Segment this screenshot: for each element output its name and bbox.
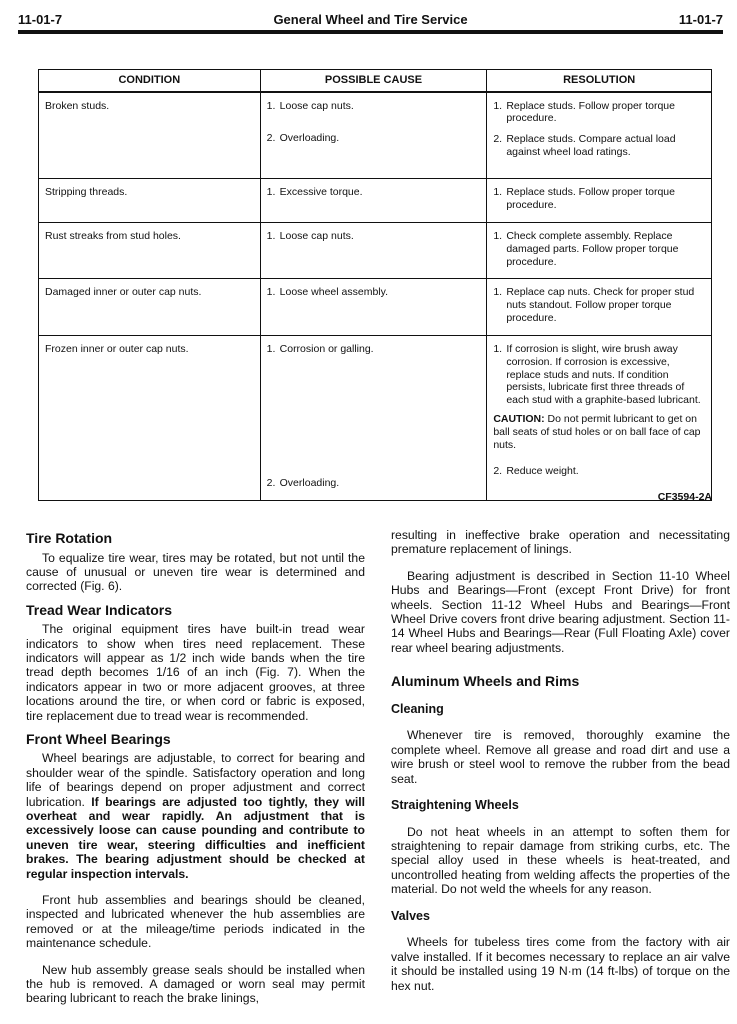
item-text: Loose cap nuts. xyxy=(279,230,354,242)
resolution-cell xyxy=(487,223,712,279)
cause-cell xyxy=(260,92,487,179)
heading-tread-wear-indicators: Tread Wear Indicators xyxy=(26,601,173,618)
condition-cell: Broken studs. xyxy=(39,92,261,179)
item-number: 1. xyxy=(493,99,503,112)
item-number: 2. xyxy=(266,132,276,145)
cause-item xyxy=(267,230,481,243)
cause-cell xyxy=(260,223,487,279)
cause-item xyxy=(267,286,481,299)
cause-cell xyxy=(260,179,487,223)
caution-note xyxy=(493,413,705,451)
table-row xyxy=(39,279,712,336)
item-text: If corrosion is slight, wire brush away corrosion. If corrosion is excessive, replace studs and nuts. If condition persists, lubricate first three threads of each stud with a graphite-based lubricant. xyxy=(506,343,701,407)
bearings-paragraph-1 xyxy=(26,751,365,881)
resolution-cell xyxy=(487,92,712,179)
resolution-item xyxy=(493,186,705,212)
item-number: 1. xyxy=(266,230,276,242)
table-row xyxy=(39,179,712,223)
column-header-possible-cause: POSSIBLE CAUSE xyxy=(260,70,487,92)
bearings-warning-text: If bearings are adjusted too tightly, they will overheat and wear rapidly. An adjustment that is excessively loose can cause pounding and contribute to uneven tire wear, steering difficulties and inefficient brakes. The bearing adjustment should be checked at regular inspection intervals. xyxy=(26,794,365,881)
tire-rotation-paragraph: To equalize tire wear, tires may be rotated, but not until the cause of unusual or uneven tire wear is determined and corrected (Fig. 6). xyxy=(26,550,365,594)
resolution-item xyxy=(493,133,705,159)
item-text: Overloading. xyxy=(279,477,340,490)
diagnosis-table xyxy=(38,69,712,501)
cleaning-paragraph: Whenever tire is removed, thoroughly examine the complete wheel. Remove all grease and road dirt and use a wire brush or steel wool to remove the rubber from the bead seat. xyxy=(391,728,730,786)
page-number-left: 11-01-7 xyxy=(18,12,63,27)
bearing-adjustment-paragraph: Bearing adjustment is described in Section 11-10 Wheel Hubs and Bearings—Front (except Front Drive) for front wheels. Section 11-12 Wheel Hubs and Bearings—Front Wheel Drive covers front drive bearing adjustment. Section 11-14 Wheel Hubs and Bearings—Rear (Full Floating Axle) cover rear wheel bearing adjustments. xyxy=(391,568,730,655)
bearings-paragraph-2: Front hub assemblies and bearings should be cleaned, inspected and lubricated whenever the hub assemblies are removed or at the mileage/time periods indicated in the maintenance schedule. xyxy=(26,892,365,951)
heading-cleaning: Cleaning xyxy=(391,701,444,716)
resolution-cell xyxy=(487,179,712,223)
item-number: 2. xyxy=(493,465,503,478)
item-number: 1. xyxy=(493,186,503,198)
item-number: 2. xyxy=(493,133,503,146)
resolution-cell xyxy=(487,279,712,336)
item-number: 1. xyxy=(493,230,503,242)
table-row xyxy=(39,92,712,179)
item-text: Check complete assembly. Replace damaged parts. Follow proper torque procedure. xyxy=(506,230,679,268)
resolution-cell xyxy=(487,336,712,501)
cause-cell xyxy=(260,336,487,501)
item-text: Replace cap nuts. Check for proper stud nuts standout. Follow proper torque procedure. xyxy=(506,286,695,324)
item-text: Loose cap nuts. xyxy=(279,99,354,112)
resolution-item xyxy=(493,100,705,126)
column-header-condition: CONDITION xyxy=(39,70,261,92)
heading-valves: Valves xyxy=(391,908,430,923)
cause-item xyxy=(267,132,481,145)
cause-item xyxy=(267,186,481,199)
condition-cell: Frozen inner or outer cap nuts. xyxy=(39,336,261,501)
resolution-item xyxy=(493,286,705,324)
item-number: 1. xyxy=(493,286,503,298)
item-number: 1. xyxy=(266,99,276,112)
page-number-right: 11-01-7 xyxy=(678,12,723,27)
table-row xyxy=(39,336,712,501)
bearings-paragraph-3: New hub assembly grease seals should be installed when the hub is removed. A damaged or worn seal may permit bearing lubricant to reach the brake linings, xyxy=(26,962,365,1006)
item-text: Reduce weight. xyxy=(506,465,579,478)
heading-front-wheel-bearings: Front Wheel Bearings xyxy=(26,730,171,747)
resolution-item xyxy=(493,465,705,478)
bearings-text: Wheel bearings are adjustable, to correct for bearing and shoulder wear of the spindle. Satisfactory operation and long life of bearings depend on proper adjustment and correct lubrication. xyxy=(26,751,365,809)
table-row xyxy=(39,223,712,279)
straightening-paragraph: Do not heat wheels in an attempt to soften them for straightening to repair damage from striking curbs, etc. The special alloy used in these wheels is heat-treated, and uncontrolled heating from welding affects the properties of the material. Do not weld the wheels for any reason. xyxy=(391,824,730,897)
item-number: 1. xyxy=(266,286,276,298)
continued-paragraph: resulting in ineffective brake operation and necessitating premature replacement of linings. xyxy=(391,528,730,557)
heading-tire-rotation: Tire Rotation xyxy=(26,530,113,546)
cause-item xyxy=(267,100,481,113)
caution-text: Do not permit lubricant to get on ball seats of stud holes or on ball face of cap nuts. xyxy=(493,412,701,451)
cause-item xyxy=(267,477,481,490)
cause-item xyxy=(267,343,481,356)
caution-label: CAUTION: xyxy=(493,412,545,425)
item-text: Replace studs. Compare actual load against wheel load ratings. xyxy=(506,133,676,158)
resolution-item xyxy=(493,343,705,407)
heading-straightening-wheels: Straightening Wheels xyxy=(391,797,519,812)
cause-cell xyxy=(260,279,487,336)
page-header xyxy=(18,8,723,34)
valves-paragraph: Wheels for tubeless tires come from the factory with air valve installed. If it becomes necessary to replace an air valve it should be installed using 19 N·m (14 ft-lbs) of torque on the hex nut. xyxy=(391,935,730,993)
item-text: Overloading. xyxy=(279,132,340,145)
item-text: Excessive torque. xyxy=(279,186,363,198)
item-text: Replace studs. Follow proper torque procedure. xyxy=(506,99,675,125)
item-number: 1. xyxy=(266,186,276,198)
column-header-resolution: RESOLUTION xyxy=(487,70,712,92)
right-text-column xyxy=(391,528,730,993)
item-number: 2. xyxy=(266,477,276,490)
page-title: General Wheel and Tire Service xyxy=(273,12,468,27)
item-text: Corrosion or galling. xyxy=(279,343,374,355)
item-text: Loose wheel assembly. xyxy=(279,286,389,298)
item-number: 1. xyxy=(493,343,503,355)
tread-wear-paragraph: The original equipment tires have built-in tread wear indicators to show when tires need replacement. These indicators will appear as 1/2 inch wide bands when the tire tread depth becomes 1/16 of an inch (Fig. 7). When the indicators appear in two or more adjacent grooves, at three locations around the tire, or when cord or fabric is exposed, tire replacement due to tread wear is recommended. xyxy=(26,622,365,723)
item-number: 1. xyxy=(266,343,276,355)
resolution-item xyxy=(493,230,705,268)
figure-code: CF3594-2A xyxy=(657,491,712,503)
item-text: Replace studs. Follow proper torque procedure. xyxy=(506,186,675,211)
condition-cell: Damaged inner or outer cap nuts. xyxy=(39,279,261,336)
condition-cell: Stripping threads. xyxy=(39,179,261,223)
condition-cell: Rust streaks from stud holes. xyxy=(39,223,261,279)
table-header-row xyxy=(39,70,712,92)
heading-aluminum-wheels: Aluminum Wheels and Rims xyxy=(391,673,580,690)
left-text-column xyxy=(26,530,365,1006)
